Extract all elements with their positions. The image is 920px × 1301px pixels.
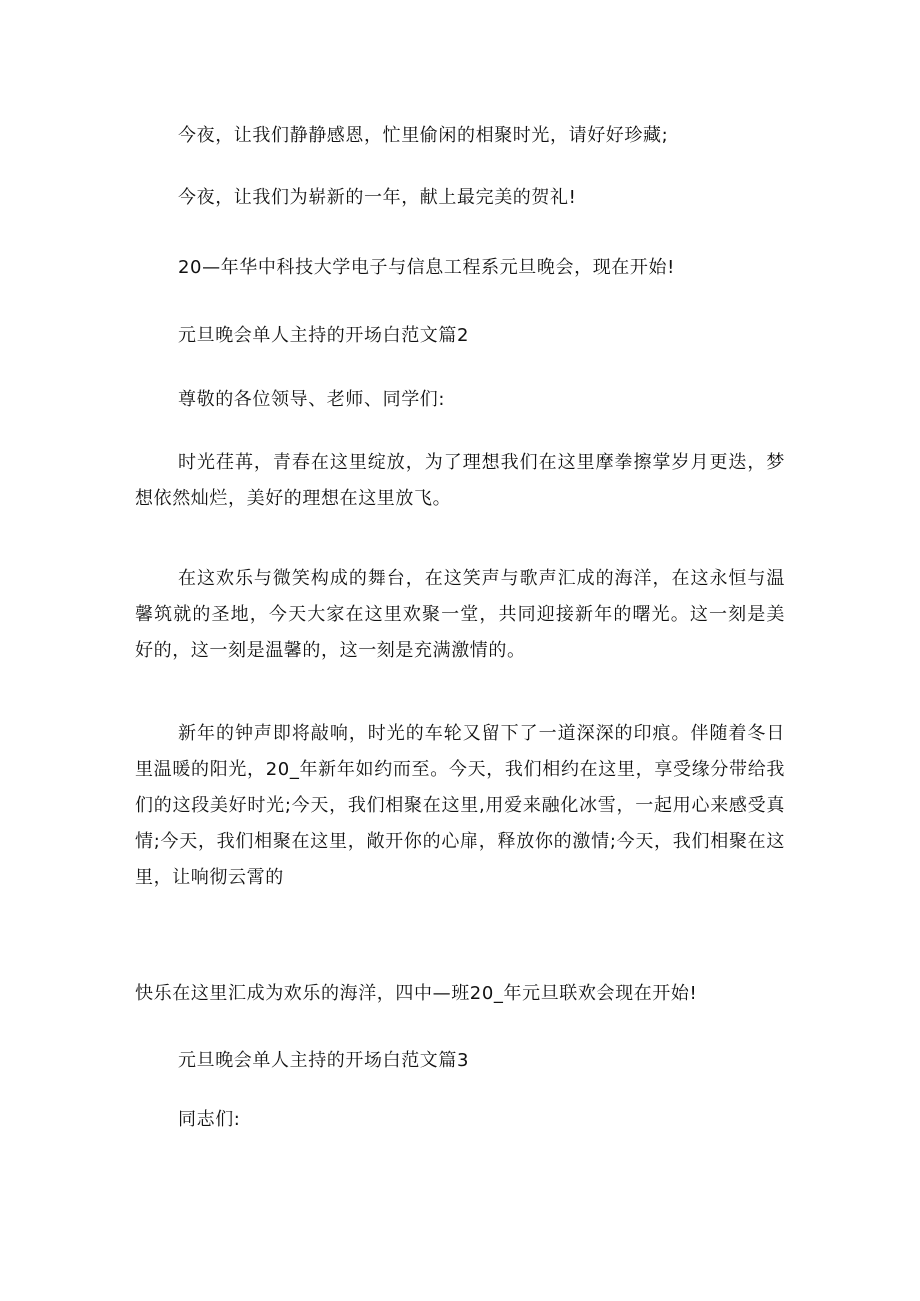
paragraph-new-year-bell: 新年的钟声即将敲响，时光的车轮又留下了一道深深的印痕。伴随着冬日里温暖的阳光，20_年新年如约而至。今天，我们相约在这里，享受缘分带给我们的这段美好时光;今天，我们相聚在这里,用爱来融化冰雪，一起用心来感受真情;今天，我们相聚在这里，敞开你的心扉，释放你的激情;今天，我们相聚在这里，让响彻云霄的: [135, 723, 785, 888]
paragraph-tonight-gratitude: 今夜，让我们静静感恩，忙里偷闲的相聚时光，请好好珍藏;: [178, 125, 669, 146]
paragraph-gala-start: 20—年华中科技大学电子与信息工程系元旦晚会，现在开始!: [178, 257, 675, 278]
paragraph-time-flies: 时光荏苒，青春在这里绽放，为了理想我们在这里摩拳擦掌岁月更迭，梦想依然灿烂，美好的理想在这里放飞。: [135, 452, 785, 509]
paragraph-greeting: 尊敬的各位领导、老师、同学们:: [178, 389, 446, 410]
paragraph-comrades: 同志们:: [178, 1109, 241, 1130]
paragraph-stage: 在这欢乐与微笑构成的舞台，在这笑声与歌声汇成的海洋，在这永恒与温馨筑就的圣地，今天大家在这里欢聚一堂，共同迎接新年的曙光。这一刻是美好的，这一刻是温馨的，这一刻是充满激情的。: [135, 568, 785, 661]
paragraph-tonight-gift: 今夜，让我们为崭新的一年，献上最完美的贺礼!: [178, 187, 577, 208]
section-heading-2: 元旦晚会单人主持的开场白范文篇2: [178, 325, 470, 346]
section-heading-3: 元旦晚会单人主持的开场白范文篇3: [178, 1050, 470, 1071]
paragraph-party-start: 快乐在这里汇成为欢乐的海洋，四中—班20_年元旦联欢会现在开始!: [135, 983, 698, 1004]
